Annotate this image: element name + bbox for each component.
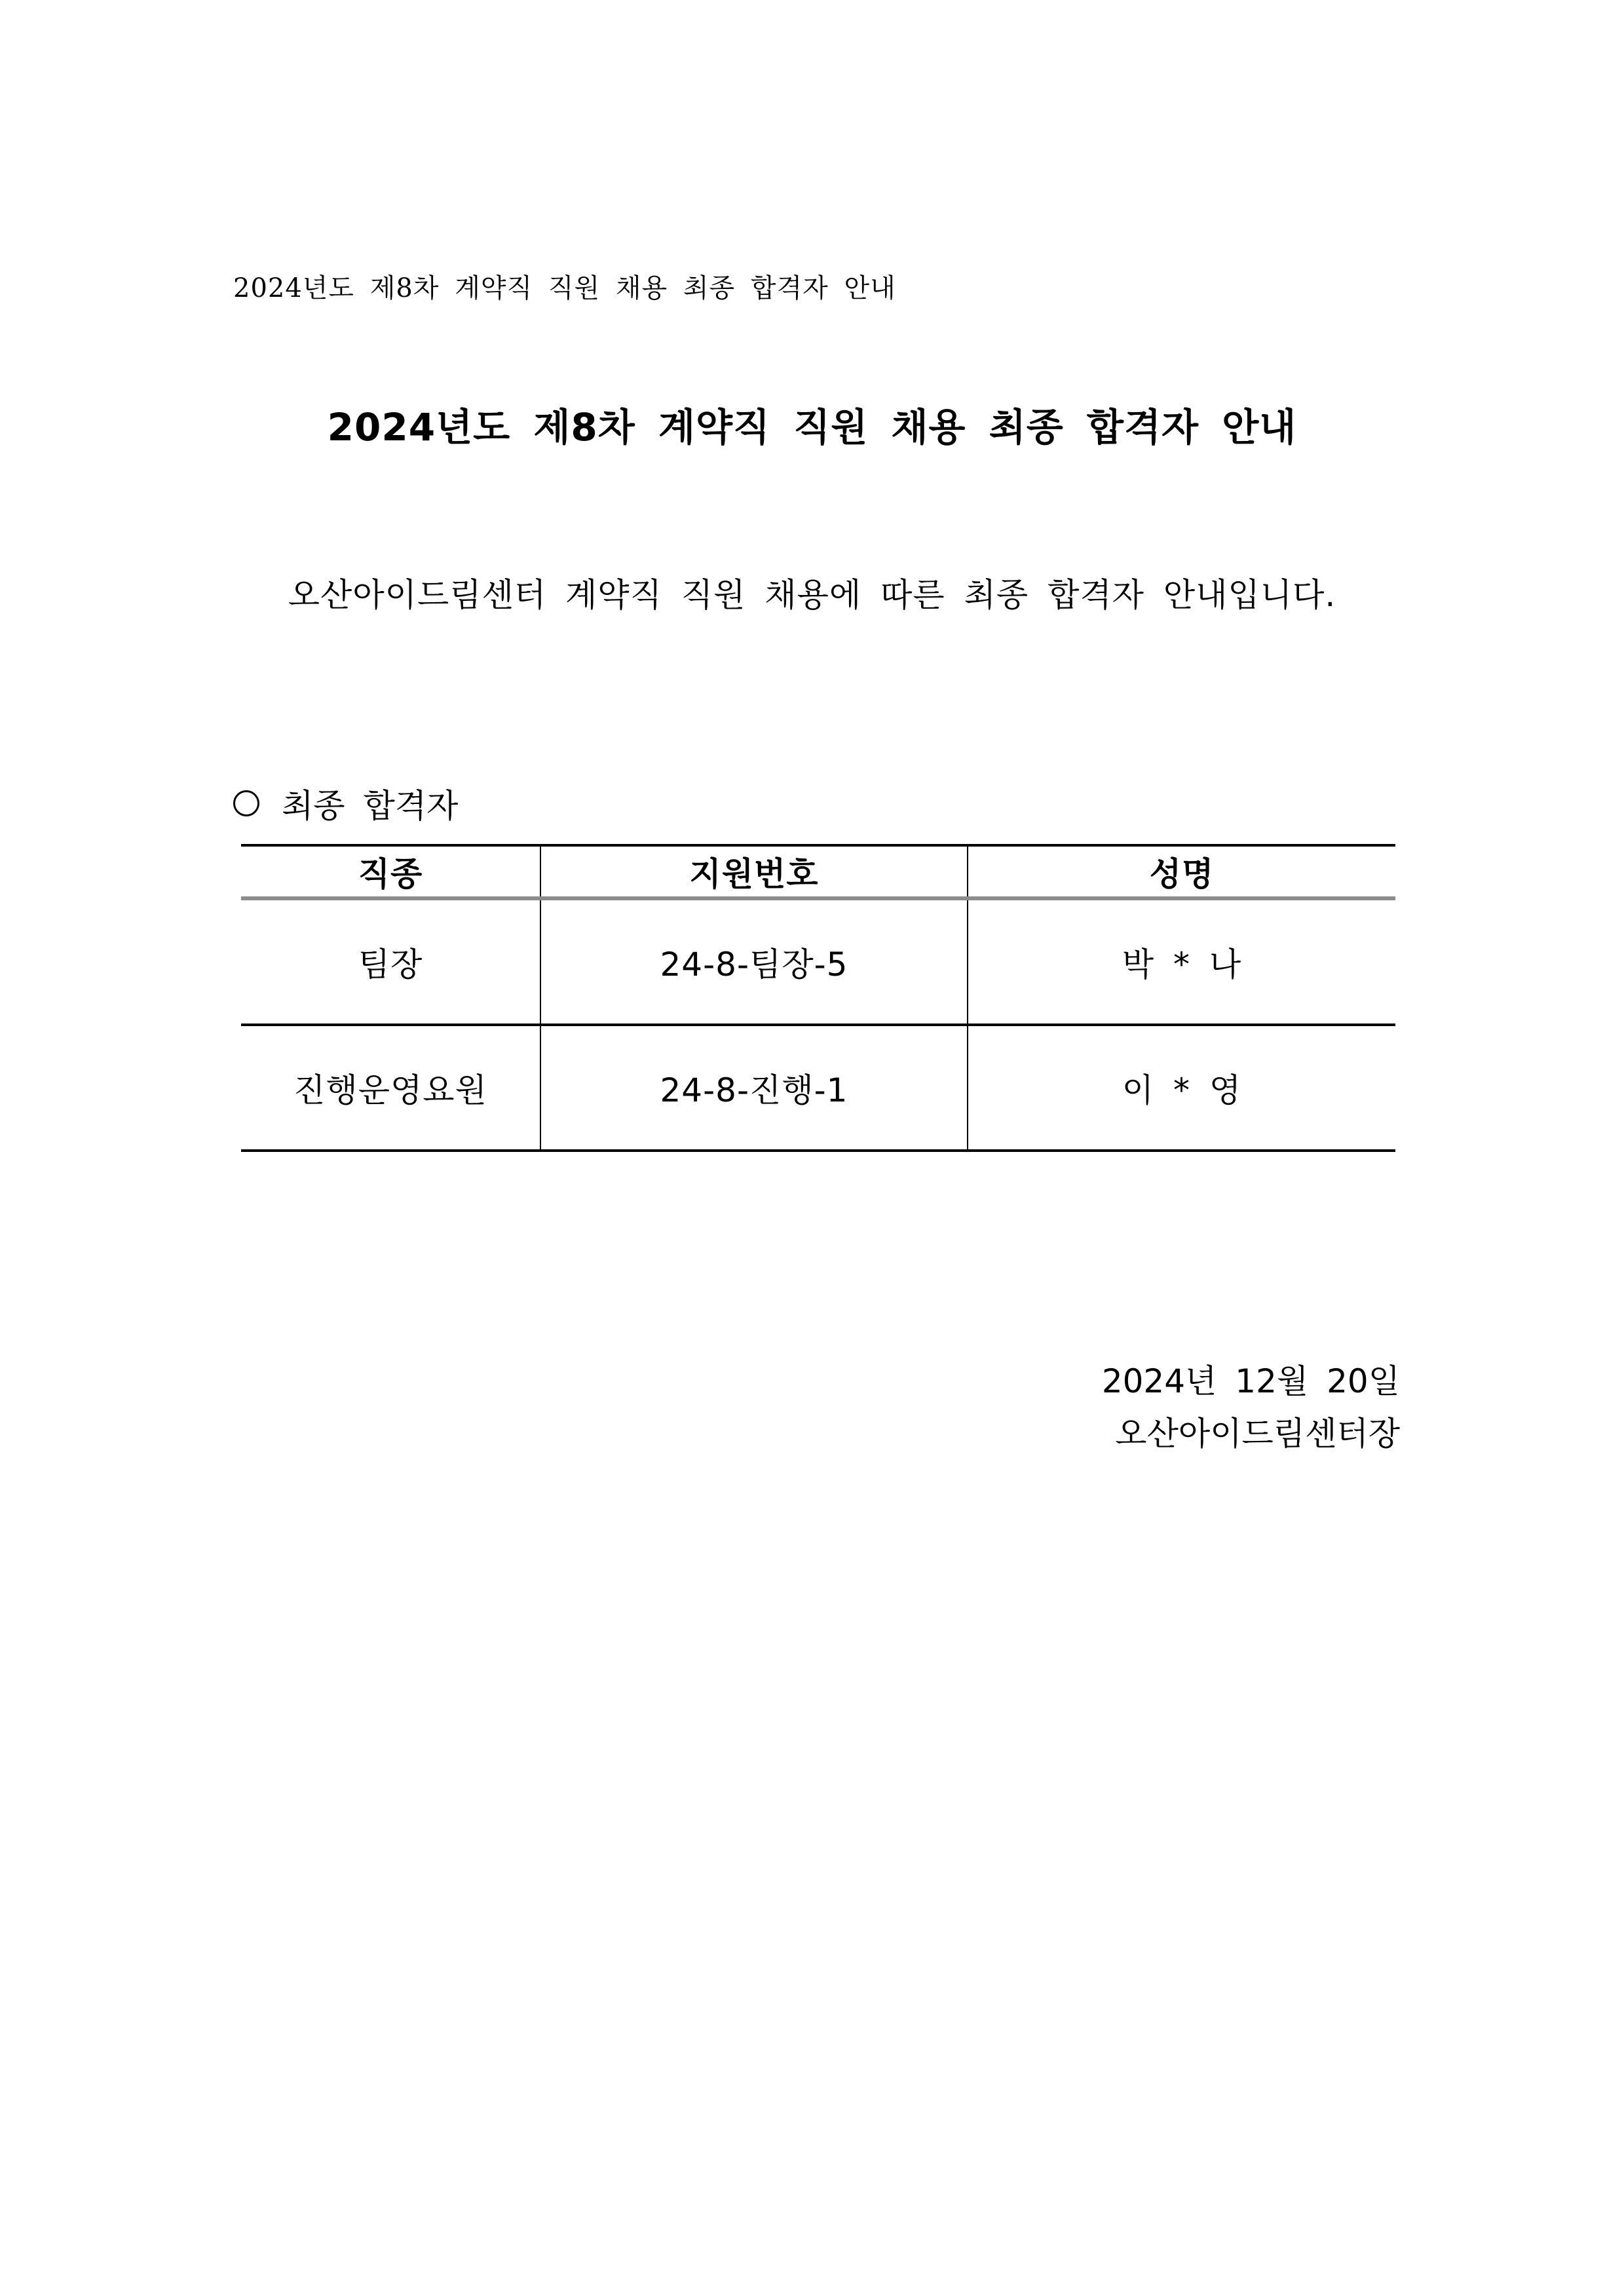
cell-job-type: 진행운영요원 (241, 1025, 540, 1151)
table-header-row (241, 845, 1395, 898)
results-table (241, 844, 1395, 1152)
header-application-number: 지원번호 (540, 845, 968, 898)
document-title: 2024년도 제8차 계약직 직원 채용 최종 합격자 안내 (327, 405, 1297, 450)
cell-application-number: 24-8-팀장-5 (540, 898, 968, 1025)
cell-name: 이 * 영 (968, 1025, 1395, 1151)
section-heading (233, 780, 458, 827)
intro-paragraph: 오산아이드림센터 계약직 직원 채용에 따른 최종 합격자 안내입니다. (288, 576, 1336, 614)
signer: 오산아이드림센터장 (1115, 1415, 1400, 1453)
section-heading-label: 최종 합격자 (282, 787, 459, 825)
cell-application-number: 24-8-진행-1 (540, 1025, 968, 1151)
table-row (241, 1025, 1395, 1151)
circle-bullet-icon (233, 790, 259, 816)
cell-name: 박 * 나 (968, 898, 1395, 1025)
header-job-type: 직종 (241, 845, 540, 898)
document-date: 2024년 12월 20일 (1101, 1362, 1400, 1400)
header-name: 성명 (968, 845, 1395, 898)
table-row (241, 898, 1395, 1025)
running-header: 2024년도 제8차 계약직 직원 채용 최종 합격자 안내 (233, 273, 896, 303)
cell-job-type: 팀장 (241, 898, 540, 1025)
